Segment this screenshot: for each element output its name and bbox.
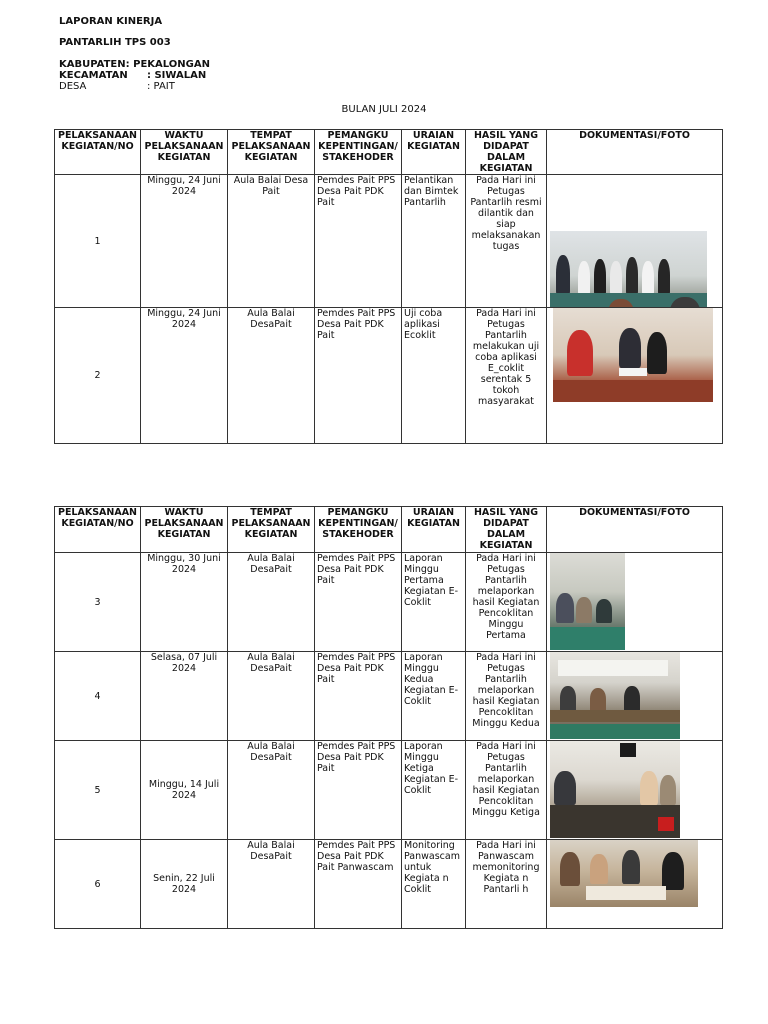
row-number: 4 (55, 652, 141, 741)
column-header-uraian: URAIAN KEGIATAN (402, 130, 466, 175)
kabupaten-value: : PEKALONGAN (125, 59, 210, 70)
kecamatan-value: : SIWALAN (147, 70, 207, 81)
row-uraian: Laporan Minggu Kedua Kegiatan E-Coklit (402, 652, 466, 741)
column-header-waktu: WAKTU PELAKSANAAN KEGIATAN (141, 507, 228, 553)
photo-inauguration (550, 231, 707, 308)
column-header-foto: DOKUMENTASI/FOTO (547, 130, 723, 175)
row-waktu: Minggu, 30 Juni 2024 (141, 553, 228, 652)
row-number: 5 (55, 741, 141, 840)
photo-week-2 (550, 652, 680, 739)
desa-label: DESA (59, 81, 87, 92)
row-hasil: Pada Hari ini Petugas Pantarlih melaporkan hasil Kegiatan Pencoklitan Minggu Kedua (466, 652, 547, 741)
photo-week-3 (550, 741, 680, 838)
row-waktu: Minggu, 24 Juni 2024 (141, 175, 228, 308)
row-waktu: Minggu, 14 Juli 2024 (141, 741, 228, 840)
column-header-pemangku: PEMANGKU KEPENTINGAN/ STAKEHODER (315, 130, 402, 175)
column-header-no: PELAKSANAAN KEGIATAN/NO (55, 130, 141, 175)
row-hasil: Pada Hari ini Panwascam memonitoring Kegiata n Pantarli h (466, 840, 547, 929)
table-header-row (55, 507, 723, 553)
row-pemangku: Pemdes Pait PPS Desa Pait PDK Pait (315, 553, 402, 652)
row-number: 1 (55, 175, 141, 308)
row-pemangku: Pemdes Pait PPS Desa Pait PDK Pait (315, 308, 402, 444)
row-hasil: Pada Hari ini Petugas Pantarlih melaporkan hasil Kegiatan Pencoklitan Minggu Ketiga (466, 741, 547, 840)
row-waktu: Selasa, 07 Juli 2024 (141, 652, 228, 741)
table-row (55, 652, 723, 741)
row-pemangku: Pemdes Pait PPS Desa Pait PDK Pait Panwascam (315, 840, 402, 929)
table-row (55, 308, 723, 444)
row-uraian: Uji coba aplikasi Ecoklit (402, 308, 466, 444)
row-pemangku: Pemdes Pait PPS Desa Pait PDK Pait (315, 652, 402, 741)
kabupaten-label: KABUPATEN (59, 59, 126, 70)
photo-monitoring (550, 840, 698, 907)
activity-table-2 (54, 506, 723, 929)
row-hasil: Pada Hari ini Petugas Pantarlih melaporkan hasil Kegiatan Pencoklitan Minggu Pertama (466, 553, 547, 652)
column-header-pemangku: PEMANGKU KEPENTINGAN/ STAKEHODER (315, 507, 402, 553)
table-row (55, 553, 723, 652)
row-number: 3 (55, 553, 141, 652)
report-subtitle: PANTARLIH TPS 003 (59, 37, 171, 48)
column-header-hasil: HASIL YANG DIDAPAT DALAM KEGIATAN (466, 130, 547, 175)
photo-app-trial (553, 308, 713, 402)
row-pemangku: Pemdes Pait PPS Desa Pait PDK Pait (315, 741, 402, 840)
row-photo-cell (547, 652, 723, 741)
row-tempat: Aula Balai DesaPait (228, 652, 315, 741)
row-uraian: Pelantikan dan Bimtek Pantarlih (402, 175, 466, 308)
row-tempat: Aula Balai DesaPait (228, 308, 315, 444)
table-header-row (55, 130, 723, 175)
row-tempat: Aula Balai Desa Pait (228, 175, 315, 308)
column-header-tempat: TEMPAT PELAKSANAAN KEGIATAN (228, 130, 315, 175)
row-hasil: Pada Hari ini Petugas Pantarlih melakukan uji coba aplikasi E_coklit serentak 5 tokoh masyarakat (466, 308, 547, 444)
row-tempat: Aula Balai DesaPait (228, 840, 315, 929)
desa-value: : PAIT (147, 81, 175, 92)
row-tempat: Aula Balai DesaPait (228, 741, 315, 840)
desa-line (59, 81, 175, 92)
kecamatan-line (59, 70, 206, 81)
table-row (55, 840, 723, 929)
kecamatan-label: KECAMATAN (59, 70, 128, 81)
column-header-tempat: TEMPAT PELAKSANAAN KEGIATAN (228, 507, 315, 553)
column-header-uraian: URAIAN KEGIATAN (402, 507, 466, 553)
table-row (55, 741, 723, 840)
row-waktu: Senin, 22 Juli 2024 (141, 840, 228, 929)
column-header-foto: DOKUMENTASI/FOTO (547, 507, 723, 553)
row-number: 2 (55, 308, 141, 444)
activity-table-1 (54, 129, 723, 444)
column-header-no: PELAKSANAAN KEGIATAN/NO (55, 507, 141, 553)
row-pemangku: Pemdes Pait PPS Desa Pait PDK Pait (315, 175, 402, 308)
row-uraian: Monitoring Panwascam untuk Kegiata n Coklit (402, 840, 466, 929)
kabupaten-line (59, 59, 210, 70)
row-hasil: Pada Hari ini Petugas Pantarlih resmi dilantik dan siap melaksanakan tugas (466, 175, 547, 308)
row-uraian: Laporan Minggu Ketiga Kegiatan E-Coklit (402, 741, 466, 840)
column-header-waktu: WAKTU PELAKSANAAN KEGIATAN (141, 130, 228, 175)
column-header-hasil: HASIL YANG DIDAPAT DALAM KEGIATAN (466, 507, 547, 553)
table-row (55, 175, 723, 308)
row-photo-cell (547, 308, 723, 444)
row-photo-cell (547, 840, 723, 929)
month-heading: BULAN JULI 2024 (341, 104, 427, 115)
row-photo-cell (547, 741, 723, 840)
row-tempat: Aula Balai DesaPait (228, 553, 315, 652)
row-waktu: Minggu, 24 Juni 2024 (141, 308, 228, 444)
row-uraian: Laporan Minggu Pertama Kegiatan E-Coklit (402, 553, 466, 652)
report-title: LAPORAN KINERJA (59, 16, 163, 27)
row-photo-cell (547, 553, 723, 652)
row-number: 6 (55, 840, 141, 929)
row-photo-cell (547, 175, 723, 308)
photo-week-1 (550, 553, 625, 650)
